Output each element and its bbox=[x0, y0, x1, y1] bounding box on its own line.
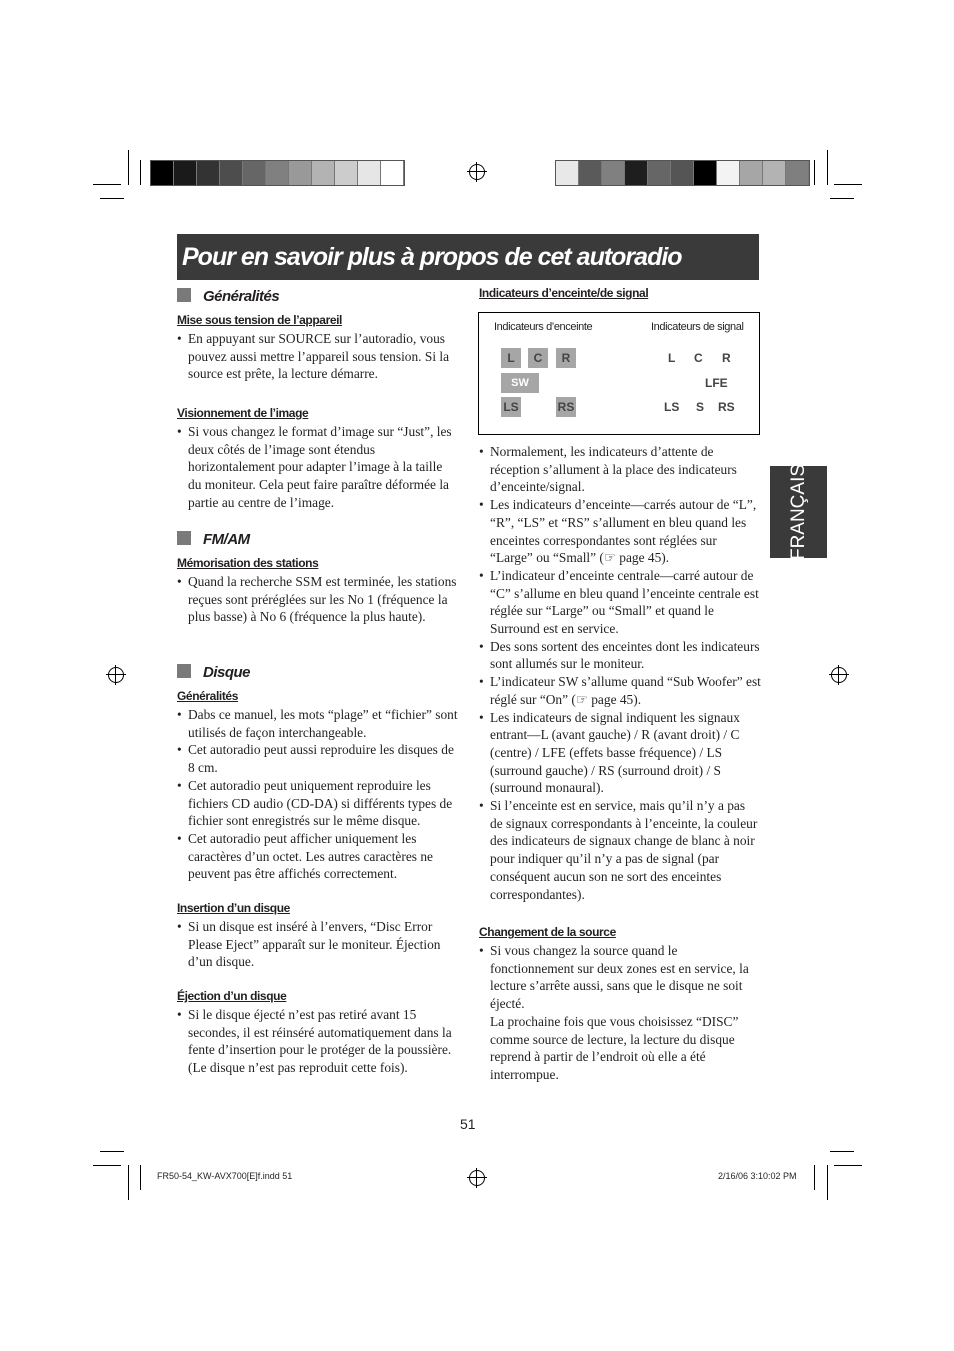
list-item: • L’indicateur SW s’allume quand “Sub Woofer” est réglé sur “On” (☞ page 45). bbox=[479, 673, 761, 708]
subheading: Insertion d’un disque bbox=[177, 901, 290, 915]
registration-mark-icon bbox=[831, 667, 847, 683]
page-title: Pour en savoir plus à propos de cet autoradio bbox=[177, 234, 759, 280]
list-item: • Si le disque éjecté n’est pas retiré avant 15 secondes, il est réinséré automatiquement dans la fente d’insertion pour le protéger de la poussière. (Le disque n’est pas reproduit cette fois). bbox=[177, 1006, 459, 1077]
heading-text: Disque bbox=[203, 664, 251, 681]
language-tab-label: FRANÇAIS bbox=[787, 463, 809, 561]
section-heading-disque bbox=[177, 664, 250, 681]
list-item: • Si l’enceinte est en service, mais qu’il n’y a pas de signaux correspondants à l’enceinte, la couleur des indicateurs de signaux change de blanc à noir pour indiquer qu’il n’y a pas de signal (par conséquent aucun son ne sort des enceintes correspondantes). bbox=[479, 797, 761, 903]
signal-indicator-rs: RS bbox=[718, 400, 735, 414]
section-heading-generalites bbox=[177, 288, 279, 305]
crop-mark bbox=[100, 1151, 124, 1152]
signal-indicator-r: R bbox=[722, 351, 731, 365]
crop-mark bbox=[128, 1165, 129, 1200]
bullet-list bbox=[479, 942, 761, 1084]
list-item: • Normalement, les indicateurs d’attente de réception s’allument à la place des indicateurs d’enceinte/signal. bbox=[479, 443, 761, 496]
subheading: Généralités bbox=[177, 689, 238, 703]
signal-indicator-ls: LS bbox=[664, 400, 680, 414]
speaker-indicator-l: L bbox=[501, 348, 521, 368]
list-item: • Si un disque est inséré à l’envers, “Disc Error Please Eject” apparaît sur le moniteur. Éjection d’un disque. bbox=[177, 918, 459, 971]
registration-mark-icon bbox=[469, 164, 485, 180]
indicator-diagram bbox=[478, 312, 760, 435]
bullet-list bbox=[177, 423, 459, 512]
list-item: • Dabs ce manuel, les mots “plage” et “fichier” sont utilisés de façon interchangeable. bbox=[177, 706, 459, 741]
signal-indicator-c: C bbox=[694, 351, 703, 365]
crop-mark bbox=[827, 150, 828, 185]
subheading: Visionnement de l’image bbox=[177, 406, 309, 420]
list-item: • En appuyant sur SOURCE sur l’autoradio, vous pouvez aussi mettre l’appareil sous tension. Si la source est prête, la lecture démarre. bbox=[177, 330, 459, 383]
subheading: Indicateurs d’enceinte/de signal bbox=[479, 286, 649, 300]
crop-mark bbox=[834, 1165, 862, 1166]
signal-indicator-l: L bbox=[668, 351, 676, 365]
crop-mark bbox=[93, 1165, 121, 1166]
list-item: • Les indicateurs de signal indiquent les signaux entrant—L (avant gauche) / R (avant droit) / C (centre) / LFE (effets basse fréquence) / LS (surround gauche) / RS (surround droit) / S (surround monaural). bbox=[479, 709, 761, 798]
list-item: • Les indicateurs d’enceinte—carrés autour de “L”, “R”, “LS” et “RS” s’allument en bleu quand les enceintes correspondantes sont réglées sur “Large” ou “Small” (☞ page 45). bbox=[479, 496, 761, 567]
list-item: • Quand la recherche SSM est terminée, les stations reçues sont préréglées sur les No 1 (fréquence la plus basse) à No 6 (fréquence la plus haute). bbox=[177, 573, 459, 626]
grayscale-bar-right bbox=[555, 160, 810, 186]
crop-mark bbox=[140, 160, 141, 185]
speaker-indicator-rs: RS bbox=[556, 397, 576, 417]
page-number: 51 bbox=[460, 1116, 476, 1132]
registration-mark-icon bbox=[108, 667, 124, 683]
crop-mark bbox=[100, 198, 124, 199]
section-square-icon bbox=[177, 664, 191, 678]
subheading: Éjection d’un disque bbox=[177, 989, 287, 1003]
footer-file: FR50-54_KW-AVX700[E]f.indd 51 bbox=[157, 1171, 293, 1181]
list-item: • L’indicateur d’enceinte centrale—carré autour de “C” s’allume en bleu quand l’enceinte centrale est réglée sur “Large” ou “Small” et quand le Surround est en service. bbox=[479, 567, 761, 638]
grayscale-bar-left bbox=[150, 160, 405, 186]
crop-mark bbox=[93, 184, 121, 185]
bullet-list bbox=[177, 918, 459, 971]
language-tab bbox=[770, 463, 827, 561]
section-square-icon bbox=[177, 531, 191, 545]
list-item: • Si vous changez la source quand le fonctionnement sur deux zones est en service, la lecture s’arrête aussi, sans que le disque ne soit éjecté. bbox=[479, 942, 761, 1013]
crop-mark bbox=[128, 150, 129, 185]
speaker-indicator-ls: LS bbox=[501, 397, 521, 417]
signal-indicator-s: S bbox=[696, 400, 705, 414]
list-item: • Cet autoradio peut uniquement reproduire les fichiers CD audio (CD-DA) si différents types de fichier sont enregistrés sur le même disque. bbox=[177, 777, 459, 830]
bullet-list bbox=[177, 573, 459, 626]
signal-indicator-lfe: LFE bbox=[705, 376, 728, 390]
speaker-indicator-c: C bbox=[528, 348, 548, 368]
section-heading-fmam bbox=[177, 531, 250, 548]
crop-mark bbox=[140, 1165, 141, 1190]
bullet-list bbox=[177, 1006, 459, 1077]
bullet-list bbox=[177, 330, 459, 383]
crop-mark bbox=[830, 1151, 854, 1152]
speaker-indicator-r: R bbox=[556, 348, 576, 368]
list-item: • Si vous changez le format d’image sur “Just”, les deux côtés de l’image sont étendus horizontalement pour adapter l’image à la taille du moniteur. Cela peut faire paraître déformée la partie au centre de l’image. bbox=[177, 423, 459, 512]
section-square-icon bbox=[177, 288, 191, 302]
list-item: • Cet autoradio peut aussi reproduire les disques de 8 cm. bbox=[177, 741, 459, 776]
bullet-list bbox=[177, 706, 459, 883]
list-item: • Cet autoradio peut afficher uniquement les caractères d’un octet. Les autres caractères ne peuvent pas être affichés correctement. bbox=[177, 830, 459, 883]
subheading: Mémorisation des stations bbox=[177, 556, 319, 570]
footer-date: 2/16/06 3:10:02 PM bbox=[718, 1171, 797, 1181]
list-item: • Des sons sortent des enceintes dont les indicateurs sont allumés sur le moniteur. bbox=[479, 638, 761, 673]
crop-mark bbox=[814, 1165, 815, 1190]
bullet-list bbox=[479, 443, 761, 903]
crop-mark bbox=[834, 184, 862, 185]
list-item-continuation: La prochaine fois que vous choisissez “DISC” comme source de lecture, la lecture du disque reprend à partir de l’endroit où elle a été interrompue. bbox=[490, 1013, 739, 1082]
crop-mark bbox=[814, 160, 815, 185]
heading-text: Généralités bbox=[203, 288, 280, 305]
speaker-indicators-label: Indicateurs d’enceinte bbox=[494, 321, 593, 333]
crop-mark bbox=[830, 198, 854, 199]
subheading: Changement de la source bbox=[479, 925, 616, 939]
crop-mark bbox=[827, 1165, 828, 1200]
subheading: Mise sous tension de l’appareil bbox=[177, 313, 342, 327]
speaker-indicator-sw: SW bbox=[501, 373, 539, 393]
signal-indicators-label: Indicateurs de signal bbox=[651, 321, 744, 333]
registration-mark-icon bbox=[469, 1170, 485, 1186]
heading-text: FM/AM bbox=[203, 531, 250, 548]
